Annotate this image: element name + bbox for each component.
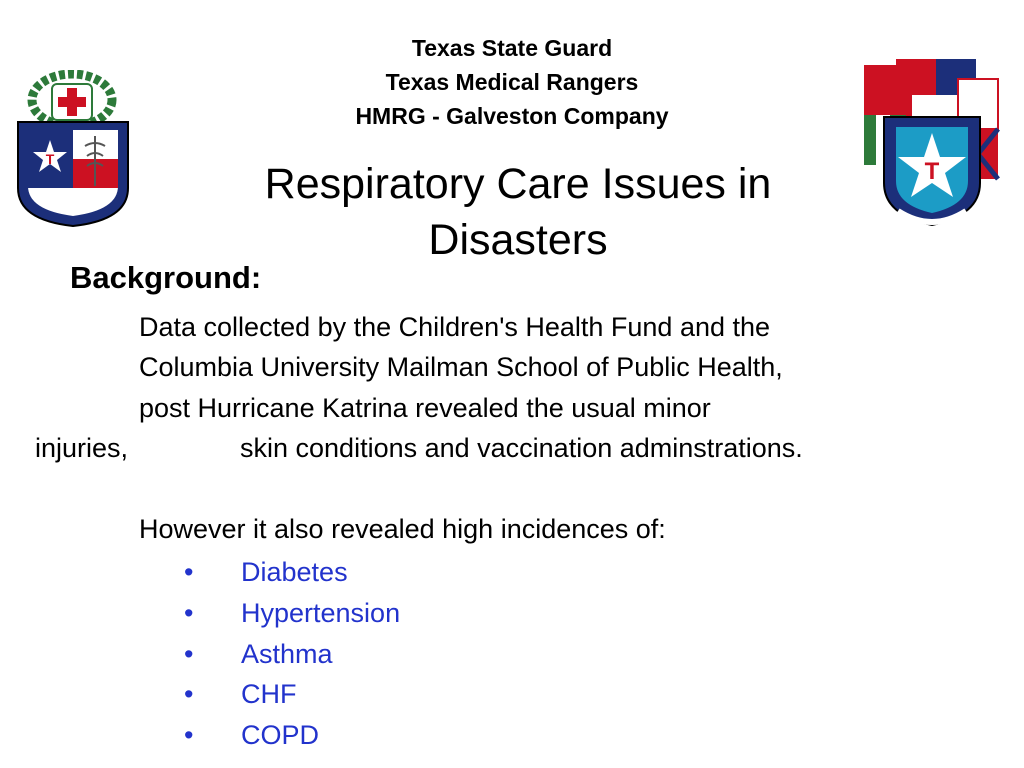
list-item-copd: COPD (241, 720, 320, 750)
svg-text:T: T (924, 158, 940, 185)
bullet-marker: • (184, 598, 194, 628)
paragraph-line: Columbia University Mailman School of Public Health, (139, 352, 783, 382)
paragraph-line-start: injuries, (35, 433, 129, 463)
svg-text:T: T (45, 151, 55, 167)
list-item-hypertension: Hypertension (241, 598, 401, 628)
list-item-diabetes: Diabetes (241, 557, 348, 587)
texas-medical-rangers-shield-icon (12, 70, 142, 235)
section-heading: Background: (70, 260, 262, 295)
bullet-marker: • (184, 557, 194, 587)
paragraph-line: skin conditions and vaccination adminstrations. (240, 433, 803, 463)
slide-title (180, 156, 856, 268)
paragraph-intro: However it also revealed high incidences of: (139, 514, 666, 544)
slide-title-line-2: Disasters (428, 216, 608, 264)
slide-title-line-1: Respiratory Care Issues in (264, 160, 772, 208)
unit-name: Texas Medical Rangers (385, 69, 639, 95)
paragraph-line: post Hurricane Katrina revealed the usual minor (139, 393, 711, 423)
bullet-marker: • (184, 720, 194, 750)
list-item-chf: CHF (241, 679, 297, 709)
list-item-asthma: Asthma (241, 639, 333, 669)
org-name: Texas State Guard (411, 35, 613, 61)
six-flags-crest-icon (862, 55, 1002, 238)
bullet-marker: • (184, 639, 194, 669)
bullet-marker: • (184, 679, 194, 709)
company-name: HMRG - Galveston Company (355, 103, 669, 129)
paragraph-line: Data collected by the Children's Health Fund and the (139, 312, 771, 342)
